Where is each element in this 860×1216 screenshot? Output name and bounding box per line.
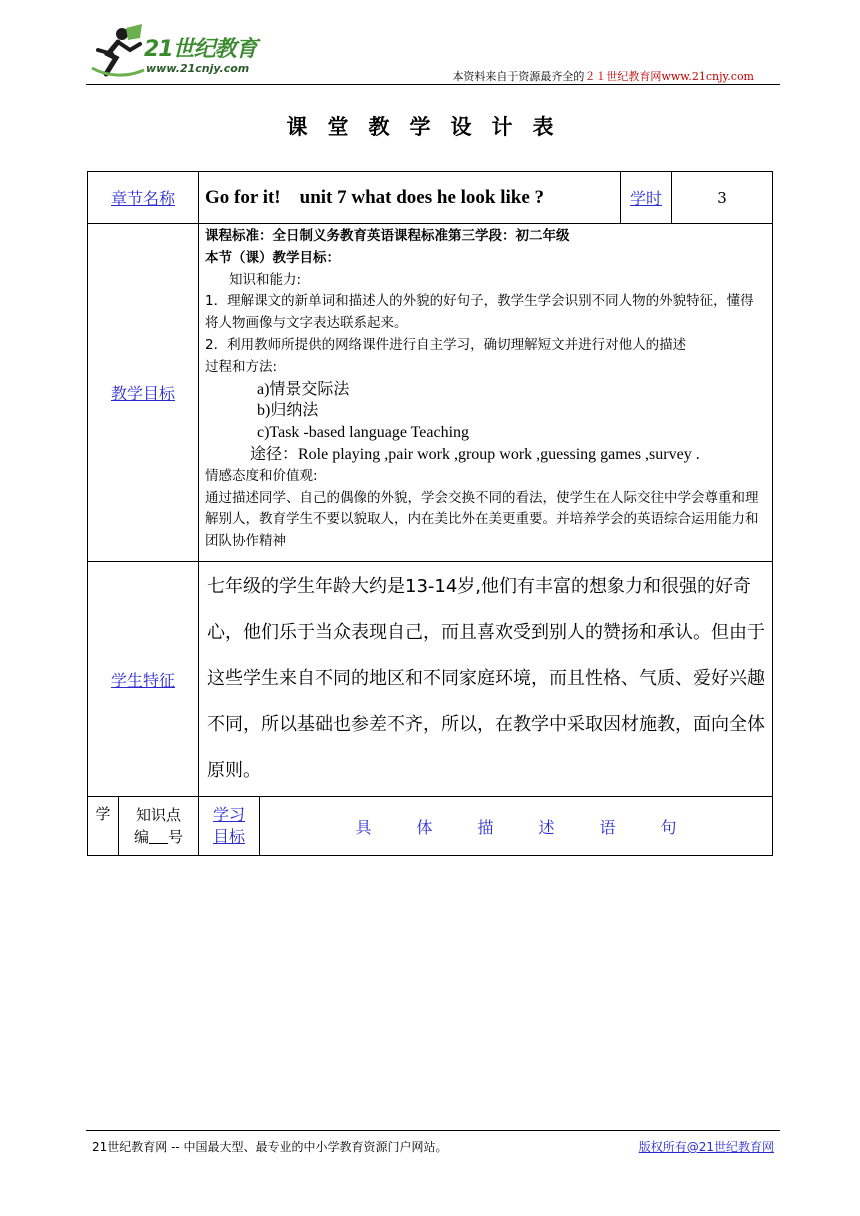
- header-note: [452, 68, 754, 84]
- header-note-url[interactable]: www.21cnjy.com: [661, 70, 754, 83]
- footer-copyright-link[interactable]: 版权所有@21世纪教育网: [638, 1140, 774, 1154]
- footer-divider: [86, 1130, 780, 1131]
- objective-line-8: c)Task -based language Teaching: [257, 424, 470, 442]
- hours-label-cell: [621, 172, 672, 224]
- logo-url: www.21cnjy.com: [146, 62, 250, 75]
- header-note-site[interactable]: ２１世纪教育网: [584, 70, 662, 83]
- row-students: [88, 562, 773, 797]
- objective-line-0: 课程标准：全日制义务教育英语课程标准第三学段：初二年级: [205, 228, 570, 244]
- row-chapter: [88, 172, 773, 224]
- sentences-char-5: 句: [660, 817, 677, 837]
- objective-line-7: b)归纳法: [257, 402, 319, 420]
- study-goal-header: [199, 797, 260, 855]
- objective-line-4: 2．利用教师所提供的网络课件进行自主学习，确切理解短文并进行对他人的描述: [205, 336, 687, 353]
- site-logo[interactable]: [86, 24, 286, 82]
- footer-left-text: 21世纪教育网 -- 中国最大型、最专业的中小学教育资源门户网站。: [92, 1140, 448, 1154]
- runner-logo-icon: [86, 24, 146, 80]
- students-description: 七年级的学生年龄大约是13-14岁,他们有丰富的想象力和很强的好奇心，他们乐于当众表现自己，而且喜欢受到别人的赞扬和承认。但由于这些学生来自不同的地区和不同家庭环境，而且性格、气质、爱好兴趣不同，所以基础也参差不齐，所以，在教学中采取因材施教，面向全体原则。: [199, 562, 773, 797]
- number-label: [119, 826, 198, 848]
- study-goal-line1[interactable]: 学习: [212, 805, 245, 824]
- students-label-link[interactable]: 学生特征: [110, 670, 175, 690]
- study-goal-line2[interactable]: 目标: [212, 827, 245, 846]
- objective-line-1: 本节（课）教学目标：: [205, 249, 340, 266]
- objective-line-9: 途径：Role playing ,pair work ,group work ,guessing games ,survey .: [250, 445, 700, 463]
- sentences-char-2: 描: [477, 817, 494, 837]
- objective-line-2: 知识和能力:: [229, 271, 302, 288]
- specific-sentences-link[interactable]: [355, 818, 676, 837]
- sentences-char-3: 述: [538, 817, 555, 837]
- objective-line-3: 1．理解课文的新单词和描述人的外貌的好句子，教学生学会识别不同人物的外貌特征，懂得将人物画像与文字表达联系起来。: [205, 293, 754, 332]
- objective-line-10: 情感态度和价值观:: [205, 467, 318, 484]
- objective-line-6: a)情景交际法: [257, 380, 350, 398]
- objectives-label-cell: [88, 224, 199, 562]
- row-knowledge-points: [88, 797, 773, 856]
- goals-sentences-cell: [199, 797, 773, 856]
- objective-line-5: 过程和方法:: [205, 358, 278, 375]
- chapter-name: Go for it! unit 7 what does he look like ?: [199, 172, 621, 224]
- knowledge-point-label: 知识点: [135, 806, 181, 824]
- objectives-content: [199, 224, 773, 562]
- sentences-char-4: 语: [599, 817, 616, 837]
- chapter-label-link[interactable]: 章节名称: [110, 189, 175, 208]
- sentences-char-1: 体: [416, 817, 433, 837]
- specific-sentences-header: [260, 797, 773, 855]
- goals-sentences-table: [199, 797, 772, 855]
- knowledge-split-cell: [88, 797, 199, 856]
- sentences-char-0: 具: [355, 817, 372, 837]
- row-objectives: [88, 224, 773, 562]
- study-header: 学: [88, 797, 119, 855]
- header-note-prefix: 本资料来自于资源最齐全的: [452, 70, 585, 83]
- knowledge-split-table: [88, 797, 198, 855]
- knowledge-number-header: [119, 797, 199, 855]
- hours-label-link[interactable]: 学时: [629, 189, 662, 208]
- lesson-plan-table: [87, 171, 773, 856]
- page-title: 课堂教学设计表: [286, 115, 574, 139]
- objectives-label-link[interactable]: 教学目标: [110, 384, 175, 403]
- number-label-a: 编: [133, 828, 149, 846]
- chapter-label-cell: [88, 172, 199, 224]
- students-label-cell: [88, 562, 199, 797]
- header-divider: [86, 84, 780, 85]
- page-header: [86, 24, 780, 86]
- objective-line-11: 通过描述同学、自己的偶像的外貌，学会交换不同的看法，使学生在人际交往中学会尊重和理解别人，教育学生不要以貌取人，内在美比外在美更重要。并培养学会的英语综合运用能力和团队协作精神: [205, 489, 759, 550]
- number-label-b: 号: [168, 828, 184, 846]
- hours-value: 3: [672, 172, 773, 224]
- logo-text: 21世纪教育: [144, 37, 257, 62]
